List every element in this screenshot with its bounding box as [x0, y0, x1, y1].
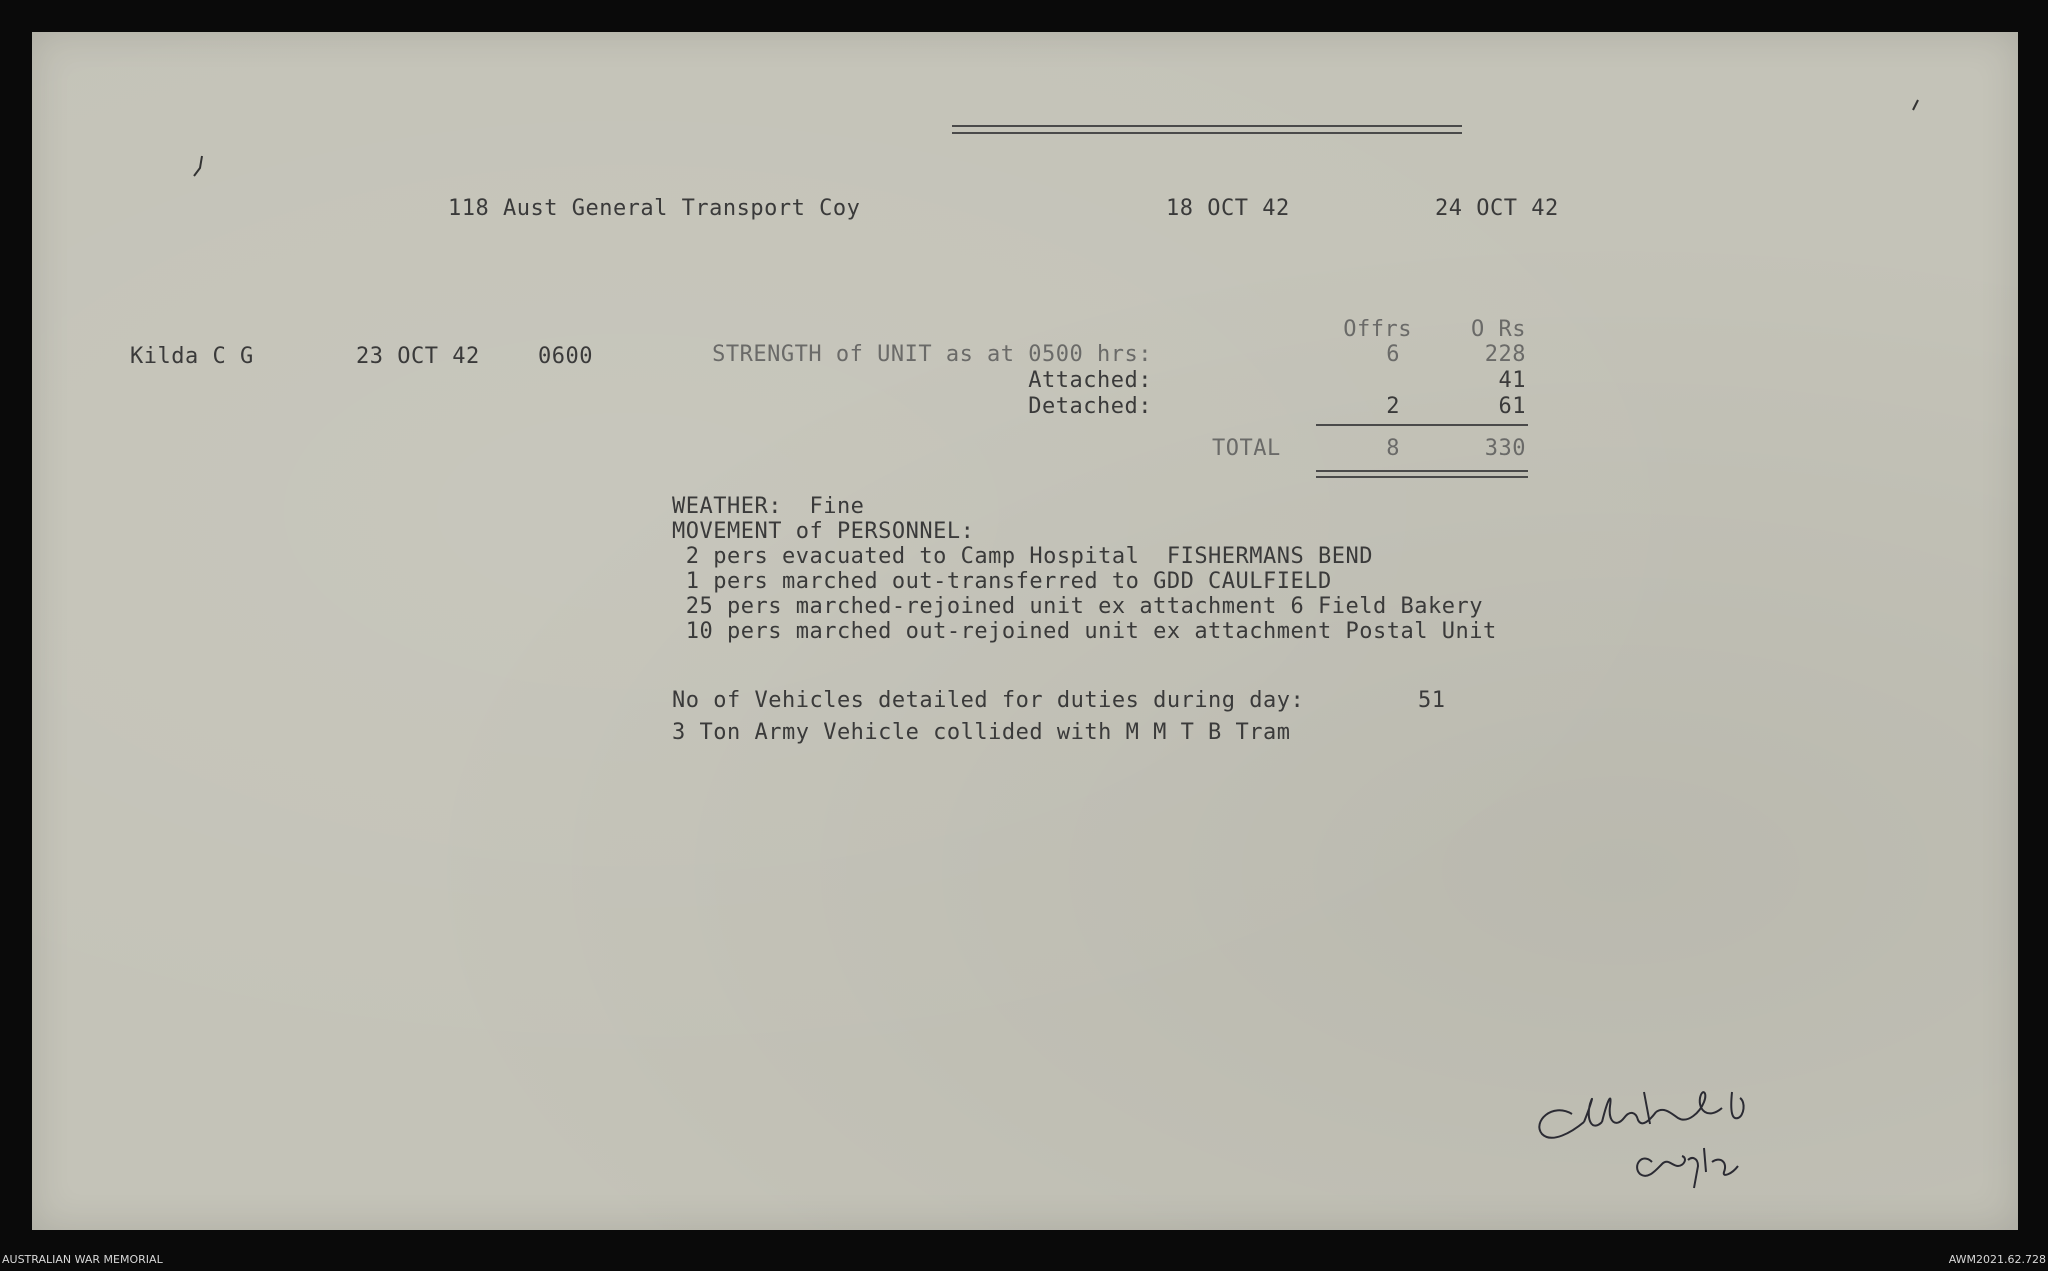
- detached-ors: 61: [1498, 394, 1526, 419]
- strength-offrs: 6: [1386, 342, 1400, 367]
- total-double-rule-1: [1316, 470, 1528, 472]
- column-ors: O Rs: [1471, 317, 1526, 342]
- attached-ors: 41: [1498, 368, 1526, 393]
- detached-label: Detached:: [1028, 394, 1152, 419]
- vehicles-count: 51: [1418, 688, 1446, 713]
- date-from: 18 OCT 42: [1166, 196, 1290, 221]
- top-rule-2: [952, 132, 1462, 134]
- total-offrs: 8: [1386, 436, 1400, 461]
- entry-time: 0600: [538, 344, 593, 369]
- strength-ors: 228: [1484, 342, 1526, 367]
- weather: WEATHER: Fine: [672, 494, 865, 519]
- unit-name: 118 Aust General Transport Coy: [448, 196, 861, 221]
- tick-mark-right: [1910, 98, 1922, 114]
- movement-line: 1 pers marched out-transferred to GDD CAULFIELD: [672, 569, 1332, 594]
- total-double-rule-2: [1316, 476, 1528, 478]
- detached-offrs: 2: [1386, 394, 1400, 419]
- movement-line: 10 pers marched out-rejoined unit ex attachment Postal Unit: [672, 619, 1497, 644]
- movement-heading: MOVEMENT of PERSONNEL:: [672, 519, 975, 544]
- movement-line: 2 pers evacuated to Camp Hospital FISHERMANS BEND: [672, 544, 1374, 569]
- movement-line: 25 pers marched-rejoined unit ex attachment 6 Field Bakery: [672, 594, 1483, 619]
- vehicles-text: No of Vehicles detailed for duties during day:: [672, 688, 1305, 713]
- entry-place: Kilda C G: [130, 344, 254, 369]
- attached-label: Attached:: [1028, 368, 1152, 393]
- total-ors: 330: [1484, 436, 1526, 461]
- entry-date: 23 OCT 42: [356, 344, 480, 369]
- date-to: 24 OCT 42: [1435, 196, 1559, 221]
- strength-label: STRENGTH of UNIT as at 0500 hrs:: [712, 342, 1152, 367]
- incident: 3 Ton Army Vehicle collided with M M T B Tram: [672, 720, 1291, 745]
- document-page: [32, 32, 2018, 1230]
- footer-right-caption: AWM2021.62.728: [1948, 1253, 2046, 1266]
- top-rule-1: [952, 125, 1462, 127]
- column-offrs: Offrs: [1343, 317, 1412, 342]
- footer-left-caption: AUSTRALIAN WAR MEMORIAL: [2, 1253, 163, 1266]
- tick-mark-left: [190, 152, 210, 182]
- signature-image: [1532, 1062, 1892, 1192]
- total-label: TOTAL: [1212, 436, 1281, 461]
- total-rule: [1316, 424, 1528, 426]
